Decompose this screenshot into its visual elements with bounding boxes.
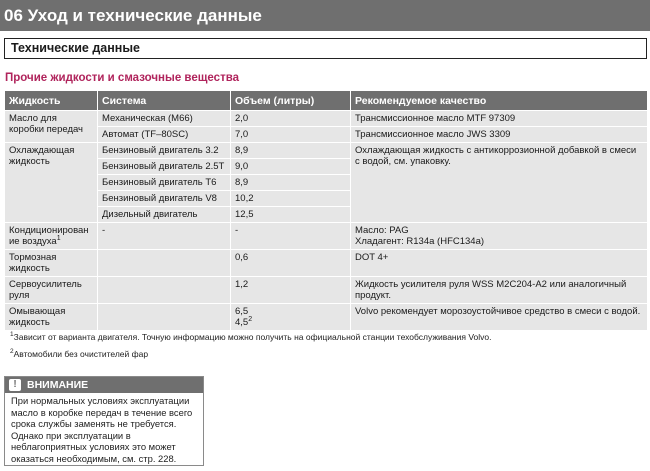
volume-cell: 7,0	[231, 127, 351, 143]
system-cell: Бензиновый двигатель V8	[98, 191, 231, 207]
system-cell: Механическая (M66)	[98, 111, 231, 127]
system-cell: -	[98, 223, 231, 250]
header-volume: Объем (литры)	[231, 91, 351, 111]
footnote-1-text: Зависит от варианта двигателя. Точную информацию можно получить на официальной станции техобслуживания Volvo.	[13, 331, 492, 342]
system-cell	[98, 250, 231, 277]
system-cell: Бензиновый двигатель T6	[98, 175, 231, 191]
quality-cell: Жидкость усилителя руля WSS M2C204-A2 или аналогичный продукт.	[351, 277, 648, 304]
volume-cell: 9,0	[231, 159, 351, 175]
liquid-coolant: Охлаждающая жидкость	[5, 143, 98, 223]
liquid-ac	[5, 223, 98, 250]
quality-cell: Трансмиссионное масло JWS 3309	[351, 127, 648, 143]
header-liquid: Жидкость	[5, 91, 98, 111]
table-row	[5, 111, 648, 127]
liquid-ac-text: Кондиционирован ие воздуха	[9, 225, 89, 247]
table-row	[5, 277, 648, 304]
system-cell: Дизельный двигатель	[98, 207, 231, 223]
quality-ac	[351, 223, 648, 250]
warning-box	[4, 376, 204, 466]
warning-header	[5, 377, 203, 393]
header-quality: Рекомендуемое качество	[351, 91, 648, 111]
warning-title: ВНИМАНИЕ	[27, 379, 89, 391]
footnote-mark: 1	[56, 234, 61, 242]
volume-value-alt	[235, 317, 346, 328]
system-cell	[98, 304, 231, 331]
volume-value-2: 4,5	[235, 317, 249, 328]
header-system: Система	[98, 91, 231, 111]
chapter-title: 06 Уход и технические данные	[0, 0, 650, 31]
volume-cell: 10,2	[231, 191, 351, 207]
quality-cell: DOT 4+	[351, 250, 648, 277]
footnote-2-text: Автомобили без очистителей фар	[13, 348, 149, 359]
quality-oil: Масло: PAG	[355, 225, 409, 236]
exclamation-icon: !	[9, 379, 21, 391]
system-cell: Автомат (TF–80SC)	[98, 127, 231, 143]
fluids-table	[4, 90, 648, 331]
volume-cell: 8,9	[231, 175, 351, 191]
system-cell	[98, 277, 231, 304]
quality-coolant: Охлаждающая жидкость с антикоррозионной добавкой в смеси с водой, см. упаковку.	[351, 143, 648, 223]
subsection-title: Прочие жидкости и смазочные вещества	[5, 72, 240, 84]
volume-value: 6,5	[235, 306, 249, 317]
volume-cell: 0,6	[231, 250, 351, 277]
volume-cell: 1,2	[231, 277, 351, 304]
volume-cell: 2,0	[231, 111, 351, 127]
footnote-2-mark: 2	[10, 348, 14, 355]
table-row	[5, 304, 648, 331]
section-title: Технические данные	[4, 38, 647, 59]
volume-cell: 12,5	[231, 207, 351, 223]
liquid-gearbox: Масло для коробки передач	[5, 111, 98, 143]
system-cell: Бензиновый двигатель 2.5T	[98, 159, 231, 175]
liquid-washer: Омывающая жидкость	[5, 304, 98, 331]
footnote-1-mark: 1	[10, 331, 14, 338]
table-row	[5, 250, 648, 277]
volume-washer	[231, 304, 351, 331]
table-row	[5, 127, 648, 143]
warning-text: При нормальных условиях эксплуатации масло в коробке передач в течение всего срока службы заменять не требуется. Однако при эксплуатации в неблагоприятных условиях это может оказаться необходимым, см. стр. 228.	[11, 395, 193, 464]
footnote-1	[10, 331, 491, 342]
volume-cell: -	[231, 223, 351, 250]
table-row	[5, 223, 648, 250]
footnote-2	[10, 348, 148, 359]
liquid-brake: Тормозная жидкость	[5, 250, 98, 277]
table-header-row	[5, 91, 648, 111]
quality-cell: Volvo рекомендует морозоустойчивое средство в смеси с водой.	[351, 304, 648, 331]
table-row	[5, 143, 648, 159]
quality-refrigerant: Хладагент: R134a (HFC134a)	[355, 236, 485, 247]
volume-cell: 8,9	[231, 143, 351, 159]
system-cell: Бензиновый двигатель 3.2	[98, 143, 231, 159]
footnote-mark: 2	[248, 315, 253, 323]
liquid-steering: Сервоусилитель руля	[5, 277, 98, 304]
quality-cell: Трансмиссионное масло MTF 97309	[351, 111, 648, 127]
